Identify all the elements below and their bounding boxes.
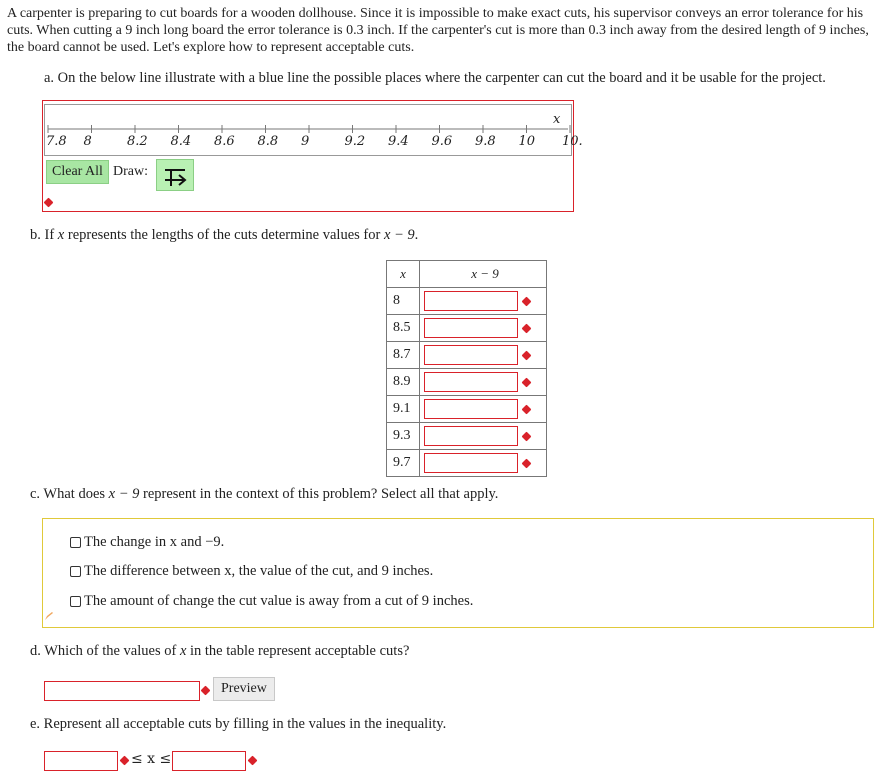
incorrect-icon <box>521 323 531 333</box>
table-row <box>387 288 547 315</box>
table-row <box>387 369 547 396</box>
checkbox[interactable] <box>70 537 81 548</box>
x-value: 9.7 <box>387 450 420 477</box>
incorrect-icon <box>521 458 531 468</box>
tick-label: 9.2 <box>344 134 366 149</box>
tick-label: 10 <box>518 134 536 149</box>
x-value: 9.3 <box>387 423 420 450</box>
values-table <box>386 260 547 477</box>
part-c-prompt: c. What does x − 9 represent in the context of this problem? Select all that apply. <box>30 486 499 502</box>
x-minus-9-input[interactable] <box>424 399 518 419</box>
x-value: 8.9 <box>387 369 420 396</box>
x-minus-9-input[interactable] <box>424 318 518 338</box>
tick-label: 9 <box>301 134 310 149</box>
x-minus-9-cell <box>420 450 547 477</box>
x-minus-9-input[interactable] <box>424 453 518 473</box>
incorrect-icon <box>521 350 531 360</box>
ray-arrow-icon <box>157 160 193 190</box>
table-row <box>387 396 547 423</box>
x-minus-9-cell <box>420 423 547 450</box>
axis-variable-label: x <box>553 112 561 127</box>
column-header-x-minus-9: x − 9 <box>420 261 547 288</box>
incorrect-icon <box>521 296 531 306</box>
pencil-icon <box>44 611 54 624</box>
x-minus-9-input[interactable] <box>424 372 518 392</box>
option-difference[interactable]: The difference between x, the value of the cut, and 9 inches. <box>70 563 433 580</box>
checkbox[interactable] <box>70 596 81 607</box>
x-value: 8.7 <box>387 342 420 369</box>
tick-label: 8.4 <box>170 134 192 149</box>
tick-label: 9.8 <box>475 134 496 149</box>
x-value: 8 <box>387 288 420 315</box>
inequality-symbols: ≤ x ≤ <box>131 751 172 767</box>
lower-bound-incorrect-icon <box>119 755 129 765</box>
part-d-prompt: d. Which of the values of x in the table represent acceptable cuts? <box>30 643 410 659</box>
tick-label: 8.8 <box>257 134 279 149</box>
incorrect-icon <box>521 377 531 387</box>
ray-tool-button[interactable] <box>156 159 194 191</box>
x-minus-9-cell <box>420 342 547 369</box>
x-minus-9-input[interactable] <box>424 345 518 365</box>
option-change-in-x[interactable]: The change in x and −9. <box>70 534 224 551</box>
x-minus-9-input[interactable] <box>424 426 518 446</box>
x-minus-9-cell <box>420 396 547 423</box>
lower-bound-input[interactable] <box>44 751 118 771</box>
tick-label: 8.2 <box>127 134 148 149</box>
incorrect-icon <box>521 404 531 414</box>
clear-all-button[interactable]: Clear All <box>46 160 109 184</box>
draw-label: Draw: <box>113 164 148 179</box>
option-amount-of-change[interactable]: The amount of change the cut value is away from a cut of 9 inches. <box>70 593 473 610</box>
column-header-x: x <box>387 261 420 288</box>
part-b-prompt: b. If x represents the lengths of the cuts determine values for x − 9. <box>30 227 419 243</box>
x-minus-9-cell <box>420 315 547 342</box>
preview-button[interactable]: Preview <box>213 677 275 701</box>
tick-label: 8 <box>83 134 92 149</box>
part-d-incorrect-icon <box>200 685 210 695</box>
tick-label: 9.6 <box>431 134 453 149</box>
tick-label: 10. <box>562 134 583 149</box>
x-minus-9-input[interactable] <box>424 291 518 311</box>
table-row <box>387 450 547 477</box>
upper-bound-incorrect-icon <box>247 755 257 765</box>
tick-label: 8.6 <box>214 134 235 149</box>
table-row <box>387 423 547 450</box>
upper-bound-input[interactable] <box>172 751 246 771</box>
x-minus-9-cell <box>420 369 547 396</box>
incorrect-icon <box>521 431 531 441</box>
x-minus-9-cell <box>420 288 547 315</box>
tick-label: 9.4 <box>388 134 409 149</box>
part-a-prompt: a. On the below line illustrate with a blue line the possible places where the carpenter can cut the board and it be usable for the project. <box>44 70 826 86</box>
x-value: 8.5 <box>387 315 420 342</box>
table-row <box>387 342 547 369</box>
table-row <box>387 315 547 342</box>
acceptable-cuts-input[interactable] <box>44 681 200 701</box>
x-value: 9.1 <box>387 396 420 423</box>
part-e-prompt: e. Represent all acceptable cuts by filling in the values in the inequality. <box>30 716 447 732</box>
part-a-incorrect-icon <box>43 197 53 207</box>
checkbox[interactable] <box>70 566 81 577</box>
problem-intro: A carpenter is preparing to cut boards for a wooden dollhouse. Since it is impossible to make exact cuts, his supervisor conveys an error tolerance for his cuts. When cutting a 9 inch long board the error tolerance is 0.3 inch. If the carpenter's cut is more than 0.3 inch away from the desired length of 9 inches, the board cannot be used. Let's explore how to represent acceptable cuts. <box>7 6 869 55</box>
tick-label: 7.8 <box>46 134 67 149</box>
